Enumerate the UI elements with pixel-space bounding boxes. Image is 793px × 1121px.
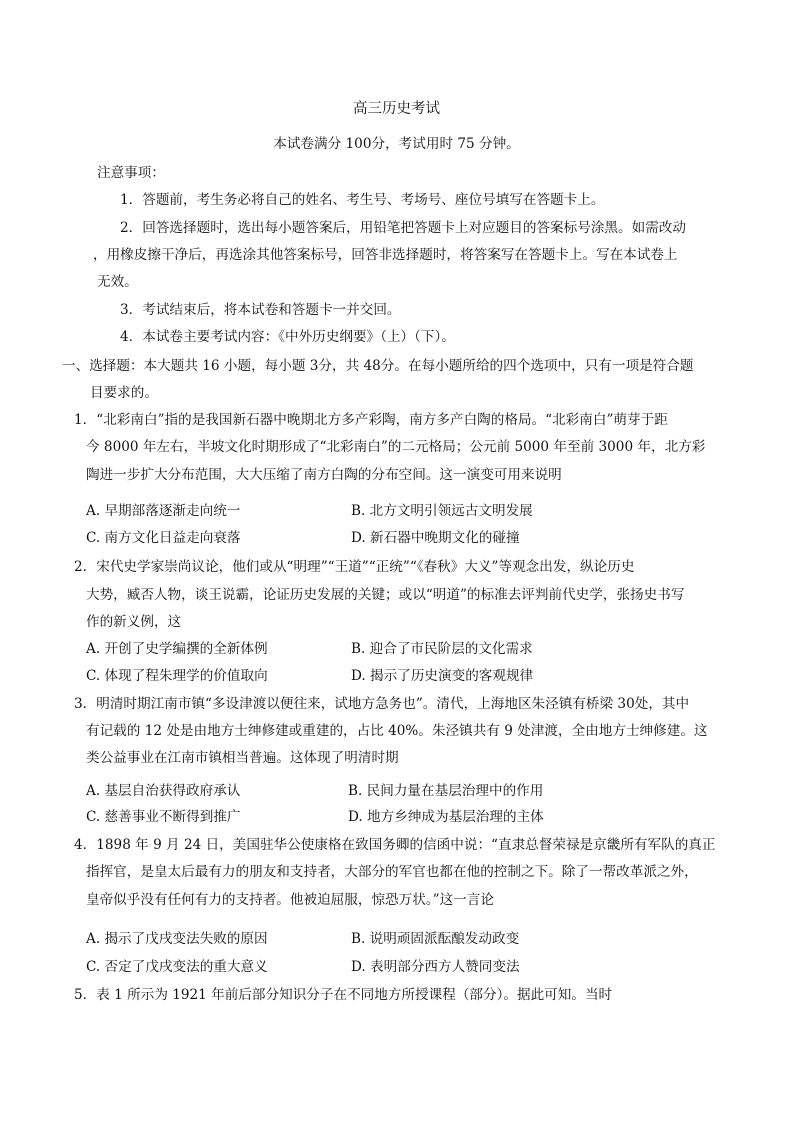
question-text: 皇帝似乎没有任何有力的支持者。他被迫屈服，惊恐万状。”这一言论 bbox=[86, 892, 494, 908]
note-item: 2．回答选择题时，选出每小题答案后，用铅笔把答题卡上对应题目的答案标号涂黑。如需改动 bbox=[120, 220, 686, 236]
question-text: 今 8000 年左右，半坡文化时期形成了“北彩南白”的二元格局；公元前 5000 年至前 3000 年，北方彩 bbox=[86, 439, 706, 455]
question-text: 1．“北彩南白”指的是我国新石器中晚期北方多产彩陶，南方多产白陶的格局。“北彩南白”萌芽于距 bbox=[74, 412, 668, 428]
option-a[interactable]: A. 基层自治获得政府承认 bbox=[86, 783, 241, 799]
option-a[interactable]: A. 早期部落逐渐走向统一 bbox=[86, 503, 241, 519]
question-text: 指挥官，是皇太后最有力的朋友和支持者，大部分的军官也都在他的控制之下。除了一帮改革派之外， bbox=[86, 864, 698, 880]
option-d[interactable]: D. 地方乡绅成为基层治理的主体 bbox=[348, 809, 544, 825]
notes-heading: 注意事项： bbox=[97, 165, 165, 181]
question-text: 作的新义例，这 bbox=[86, 614, 182, 630]
question-text: 4．1898 年 9 月 24 日，美国驻华公使康格在致国务卿的信函中说：“直隶总督荣禄是京畿所有军队的真正 bbox=[74, 837, 716, 853]
option-d[interactable]: D. 新石器中晚期文化的碰撞 bbox=[351, 530, 520, 546]
note-item-continued: 无效。 bbox=[97, 274, 138, 290]
question-text: 类公益事业在江南市镇相当普遍。这体现了明清时期 bbox=[86, 750, 399, 766]
section-heading: 一、选择题：本大题共 16 小题，每小题 3分，共 48分。在每小题所给的四个选项中，只有一项是符合题 bbox=[62, 358, 694, 374]
option-c[interactable]: C. 体现了程朱理学的价值取向 bbox=[86, 668, 268, 684]
option-a[interactable]: A. 开创了史学编撰的全新体例 bbox=[86, 641, 268, 657]
question-text: 2．宋代史学家崇尚议论，他们或从“明理”“王道”“正统”“《春秋》大义”等观念出发，纵论历史 bbox=[74, 559, 635, 575]
option-b[interactable]: B. 说明顽固派酝酿发动政变 bbox=[351, 931, 520, 947]
option-d[interactable]: D. 揭示了历史演变的客观规律 bbox=[351, 668, 534, 684]
page-title: 高三历史考试 bbox=[353, 101, 440, 117]
note-item: 3．考试结束后，将本试卷和答题卡一并交回。 bbox=[120, 302, 401, 318]
option-b[interactable]: B. 迎合了市民阶层的文化需求 bbox=[351, 641, 533, 657]
option-b[interactable]: B. 北方文明引领远古文明发展 bbox=[351, 503, 533, 519]
question-text: 5．表 1 所示为 1921 年前后部分知识分子在不同地方所授课程（部分）。据此可知。当时 bbox=[74, 987, 613, 1003]
question-text: 有记载的 12 处是由地方士绅修建或重建的，占比 40%。朱泾镇共有 9 处津渡，全由地方士绅修建。这 bbox=[86, 723, 708, 739]
option-c[interactable]: C. 南方文化日益走向衰落 bbox=[86, 530, 241, 546]
option-c[interactable]: C. 慈善事业不断得到推广 bbox=[86, 809, 241, 825]
option-c[interactable]: C. 否定了戊戌变法的重大意义 bbox=[86, 959, 268, 975]
question-text: 陶进一步扩大分布范围，大大压缩了南方白陶的分布空间。这一演变可用来说明 bbox=[86, 467, 562, 483]
question-text: 大势，臧否人物，谈王说霸，论证历史发展的关键；或以“明道”的标准去评判前代史学，张扬史书写 bbox=[86, 587, 685, 603]
note-item: 4．本试卷主要考试内容：《中外历史纲要》（上）（下）。 bbox=[120, 329, 455, 345]
option-d[interactable]: D. 表明部分西方人赞同变法 bbox=[351, 959, 520, 975]
note-item: 1．答题前，考生务必将自己的姓名、考生号、考场号、座位号填写在答题卡上。 bbox=[120, 192, 605, 208]
section-heading-continued: 目要求的。 bbox=[90, 385, 158, 401]
note-item-continued: ，用橡皮擦干净后，再选涂其他答案标号，回答非选择题时，将答案写在答题卡上。写在本试卷上 bbox=[93, 247, 678, 263]
option-b[interactable]: B. 民间力量在基层治理中的作用 bbox=[348, 783, 544, 799]
question-text: 3．明清时期江南市镇“多设津渡以便往来，试地方急务也”。清代，上海地区朱泾镇有桥梁 30处，其中 bbox=[74, 696, 690, 712]
option-a[interactable]: A. 揭示了戊戌变法失败的原因 bbox=[86, 931, 268, 947]
exam-subtitle: 本试卷满分 100分，考试用时 75 分钟。 bbox=[273, 136, 520, 152]
